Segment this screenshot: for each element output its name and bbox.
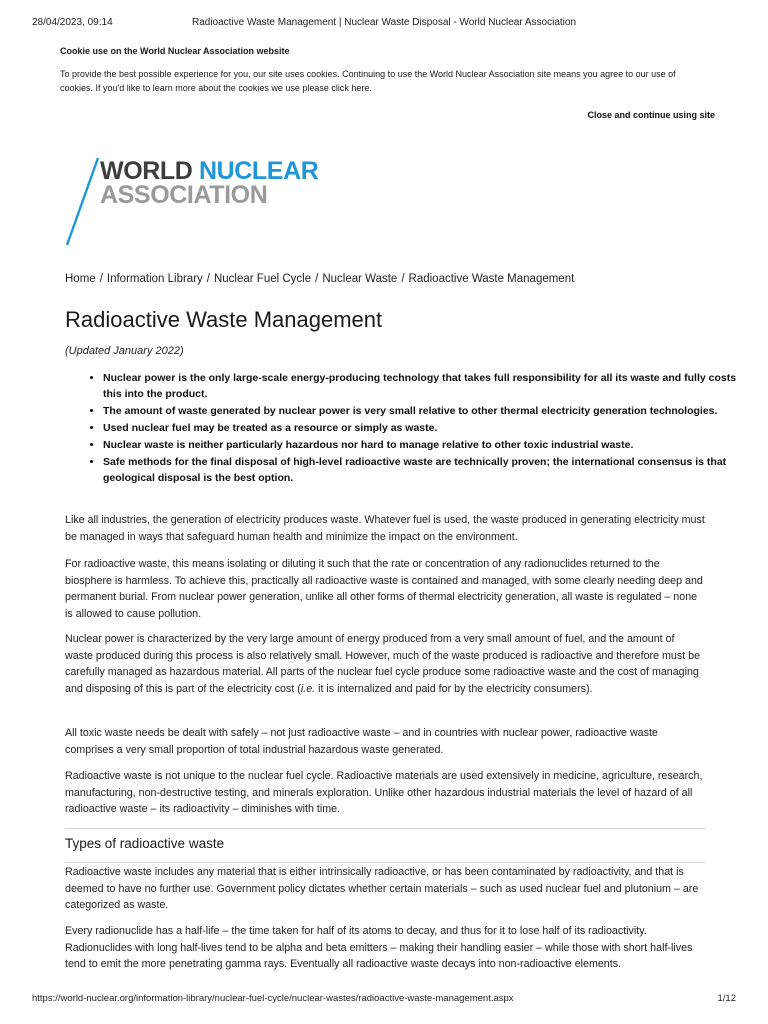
section-heading: Types of radioactive waste bbox=[65, 836, 225, 851]
breadcrumb-nuclear-waste[interactable]: Nuclear Waste bbox=[322, 273, 398, 285]
page-title: Radioactive Waste Management bbox=[65, 307, 383, 332]
body-paragraph: Every radionuclide has a half-life – the time taken for half of its atoms to decay, and thus for it to lose half of its radioactivity. Radionuclides with long half-lives tend to be alpha and beta emitters – making their handling easier – while those with short half-lives tend to emit the more penetrating gamma rays. Eventually all radioactive waste decays into non-radioactive elements. bbox=[65, 925, 693, 970]
section-divider bbox=[65, 862, 705, 863]
breadcrumb-current-page: Radioactive Waste Management bbox=[408, 273, 575, 285]
body-paragraph: Radioactive waste is not unique to the nuclear fuel cycle. Radioactive materials are used extensively in medicine, agriculture, research, manufacturing, non-destructive testing, and minerals exploration. Unlike other hazardous industrial materials the level of hazard of all radioactive waste – its radioactivity – diminishes with time. bbox=[65, 770, 703, 815]
body-paragraph: Radioactive waste includes any material that is either intrinsically radioactive, or has been contaminated by radioactivity, and that is deemed to have no further use. Government policy dictates whether certain materials – such as used nuclear fuel and plutonium – are categorized as waste. bbox=[65, 866, 699, 911]
summary-item: • Nuclear waste is neither particularly hazardous nor hard to manage relative to other toxic industrial waste. bbox=[103, 437, 743, 453]
summary-item: • Safe methods for the final disposal of high-level radioactive waste are technically proven; the international consensus is that geological disposal is the best option. bbox=[103, 454, 743, 486]
print-header bbox=[32, 17, 736, 28]
body-paragraph: Like all industries, the generation of electricity produces waste. Whatever fuel is used, the waste produced in generating electricity must be managed in ways that safeguard human health and minimize the impact on the environment. bbox=[65, 514, 705, 543]
body-paragraph: For radioactive waste, this means isolating or diluting it such that the rate or concentration of any radionuclides returned to the biosphere is harmless. To achieve this, practically all radioactive waste is contained and managed, with some clearly needing deep and permanent burial. From nuclear power generation, unlike all other forms of thermal electricity generation, all waste is regulated – none is allowed to cause pollution. bbox=[65, 558, 703, 620]
print-url: https://world-nuclear.org/information-library/nuclear-fuel-cycle/nuclear-wastes/radioactive-waste-management.aspx bbox=[32, 993, 514, 1004]
print-footer bbox=[32, 993, 736, 1004]
world-nuclear-association-logo[interactable] bbox=[62, 155, 322, 250]
breadcrumb-information-library[interactable]: Information Library bbox=[106, 273, 203, 285]
body-paragraph: Nuclear power is characterized by the very large amount of energy produced from a very small amount of fuel, and the amount of waste produced during this process is also relatively small. However, much of the waste produced is radioactive and therefore must be carefully managed as hazardous material. All parts of the nuclear fuel cycle produce some radioactive waste and the cost of managing and disposing of this is part of the electricity cost (i.e. it is internalized and paid for by the electricity consumers). bbox=[65, 633, 701, 695]
summary-item: • Used nuclear fuel may be treated as a resource or simply as waste. bbox=[103, 420, 743, 436]
summary-item: • Nuclear power is the only large-scale energy-producing technology that takes full responsibility for all its waste and fully costs this into the product. bbox=[103, 370, 743, 402]
cookie-notice-text: To provide the best possible experience for you, our site uses cookies. Continuing to use the World Nuclear Association site means you agree to our use of cookies. If you'd like to learn more about the cookies we use please click here. bbox=[60, 69, 676, 93]
print-page-number: 1/12 bbox=[717, 993, 736, 1004]
logo-wordmark-line1: WORLD NUCLEAR bbox=[100, 157, 319, 185]
logo-slash-icon bbox=[62, 155, 102, 250]
summary-list bbox=[65, 370, 743, 487]
section-divider bbox=[65, 828, 705, 829]
breadcrumb: Home / Information Library / Nuclear Fuel Cycle / Nuclear Waste / Radioactive Waste Management bbox=[65, 273, 575, 285]
breadcrumb-home[interactable]: Home bbox=[65, 273, 96, 285]
summary-item: • The amount of waste generated by nuclear power is very small relative to other thermal electricity generation technologies. bbox=[103, 403, 743, 419]
logo-wordmark-line2: ASSOCIATION bbox=[100, 181, 268, 209]
updated-date: (Updated January 2022) bbox=[65, 345, 184, 357]
print-datetime: 28/04/2023, 09:14 bbox=[32, 17, 113, 28]
breadcrumb-nuclear-fuel-cycle[interactable]: Nuclear Fuel Cycle bbox=[213, 273, 312, 285]
cookie-notice-heading: Cookie use on the World Nuclear Association website bbox=[60, 46, 290, 56]
close-cookie-notice-button[interactable]: Close and continue using site bbox=[587, 110, 715, 120]
body-paragraph: All toxic waste needs be dealt with safely – not just radioactive waste – and in countries with nuclear power, radioactive waste comprises a very small proportion of total industrial hazardous waste generated. bbox=[65, 727, 658, 756]
print-page-title: Radioactive Waste Management | Nuclear Waste Disposal - World Nuclear Association bbox=[191, 17, 577, 28]
